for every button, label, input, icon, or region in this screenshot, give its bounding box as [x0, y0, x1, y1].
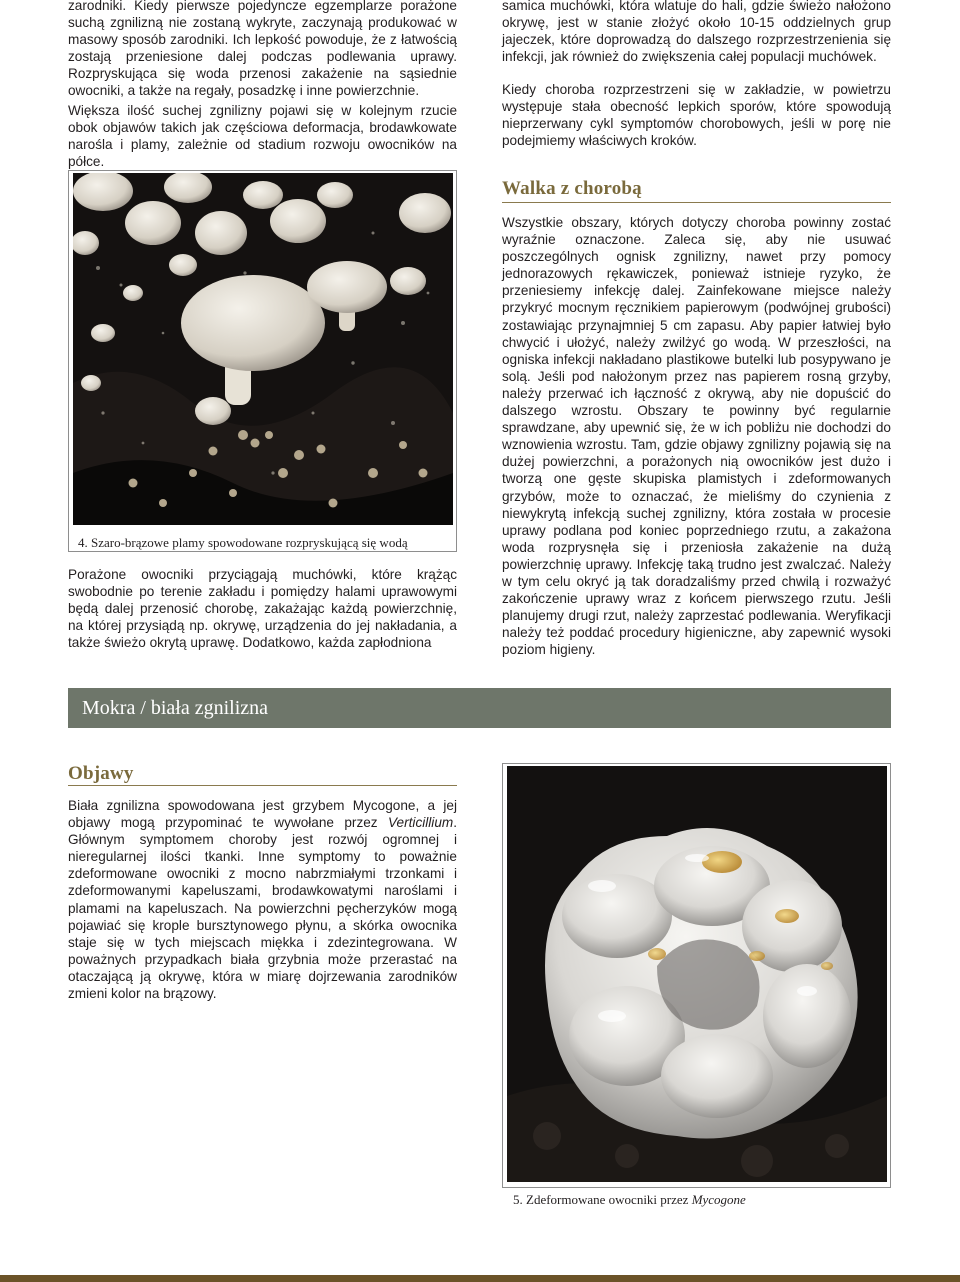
section-band — [68, 688, 891, 728]
right-paragraph-2: Kiedy choroba rozprzestrzeni się w zakładzie, w powietrzu występuje stała obecność lepkich sporów, które spowodują nieprzerwany cykl symptomów chorobowych, jeśli w porę nie podejmiemy właściwych kroków. — [502, 82, 891, 149]
right-paragraph-1: samica muchówki, która wlatuje do hali, gdzie świeżo nałożono okrywę, jest w stanie złożyć około 10-15 oddzielnych grup jajeczek, które doprowadzą do dalszego rozprzestrzenienia się infekcji, jak również do zwiększenia całej populacji muchówek. — [502, 0, 891, 65]
figure-5-caption-italic: Mycogone — [691, 1192, 746, 1207]
section-title: Mokra / biała zgnilizna — [82, 697, 269, 719]
objawy-text-rest: . Głównym symptomem choroby jest rozwój ogromnej i nieregularnej ilości tkanki. Inne symptomy to poważnie zdeformowane owocniki z mocno nabrzmiałymi trzonkami i zdeformowanymi kapeluszami, brodawkowatymi naroślami i plamami na kapeluszach. Na powierzchni pęcherzyków mogą pojawiać się krople bursztynowego płynu, a skórka owocnika staje się w tych miejscach miękka i zdezintegrowana. W poważnych przypadkach biała grzybnia może przerastać na otaczającą ją okrywę, która w miarę dojrzewania zarodników zmieni kolor na brązowy. — [68, 815, 457, 1002]
figure-5-photo-mycogone — [507, 766, 887, 1182]
heading-underline — [502, 202, 891, 203]
left-paragraph-1: zarodniki. Kiedy pierwsze pojedyncze egzemplarze porażone suchą zgnilizną nie zostaną wykryte, zaczynają produkować w masowy sposób zarodniki. Ich lepkość powoduje, że z łatwością zostają przeniesione dalej podczas podlewania uprawy. Rozpryskująca się woda przenosi zakażenie na sąsiednie owocniki, a także na regały, posadzkę i inne powierzchnie. — [68, 0, 457, 99]
mushroom-photo-illustration — [73, 173, 453, 525]
figure-4-photo-mushrooms — [73, 173, 453, 525]
heading-walka-z-choroba: Walka z chorobą — [502, 178, 642, 199]
right-paragraph-3: Wszystkie obszary, których dotyczy choroba powinny zostać wyraźnie oznaczone. Zaleca się, aby nie usuwać poszczególnych ognisk zgnilizny, nawet przy pomocy jednorazowych rękawiczek, ponieważ istnieje ryzyko, że przeniesiemy infekcję dalej. Zainfekowane miejsce należy przykryć mocnym ręcznikiem papierowym (podwójnej grubości) zostawiając przynajmniej 5 cm zapasu. Aby papier łatwiej było chwycić i ułożyć, należy zwilżyć go wodą. W przeszłości, na ogniska infekcji nakładano plastikowe butelki lub posypywano je solą. Jeśli pod nałożonym przez nas papierem rosną grzyby, należy przerwać ich łączność z okrywą, aby nie dopuścić do dalszego wzrostu. Obszary te powinny być regularnie sprawdzane, aby upewnić się, że w ich pobliżu nie dochodzi do wznowienia wzrostu. Tam, gdzie objawy zgnilizny pojawią się na dużej powierzchni, a porażonych nią owocników jest dużo i tworzą one gęste skupiska plamistych i zdeformowanych grzybów, może to oznaczać, że mieliśmy do czynienia z niewykrytą infekcją suchej zgnilizny, która została w procesie uprawy podlana pod koniec poprzedniego rzutu, a zakażona woda rozprysnęła się i przeniosła zakażenie na dużą powierzchnię uprawy. Infekcję taką trudno jest zwalczać. Należy w tym celu okryć ją tak doradzaliśmy przed chwilą i rozważyć zakończenie uprawy wraz z końcem pierwszego rzutu. Jeśli planujemy drugi rzut, należy zaprzestać podlewania. Weryfikacji należy też poddać procedury higieniczne, aby zapewnić wysoki poziom higieny. — [502, 215, 891, 658]
heading-objawy: Objawy — [68, 763, 134, 784]
objawy-italic-verticillium: Verticillium — [388, 815, 454, 831]
bottom-decorative-bar — [0, 1275, 960, 1282]
figure-4-number: 4. — [78, 535, 88, 550]
objawy-paragraph — [68, 797, 457, 1002]
figure-5-caption — [513, 1192, 746, 1208]
figure-4-caption — [78, 535, 408, 551]
figure-5-number: 5. — [513, 1192, 523, 1207]
left-paragraph-2: Większa ilość suchej zgnilizny pojawi się w kolejnym rzucie obok objawów takich jak częściowa deformacja, brodawkowate narośla i plamy, zależnie od stadium rozwoju owocników na półce. — [68, 103, 457, 170]
objawy-text-start: Biała zgnilizna spowodowana jest grzybem Mycogone, a jej objawy mogą przypominać te wywołane przez — [68, 798, 457, 831]
figure-5-caption-text: Zdeformowane owocniki przez — [526, 1192, 692, 1207]
figure-4-caption-text: Szaro-brązowe plamy spowodowane rozpryskującą się wodą — [91, 535, 408, 550]
deformed-mushroom-illustration — [507, 766, 887, 1182]
left-paragraph-after-figure: Porażone owocniki przyciągają muchówki, które krążąc swobodnie po terenie zakładu i pomiędzy halami uprawowymi będą dalej przenosić chorobę, zakażając każdą powierzchnię, na której przysiądą np. okrywę, urządzenia do jej nakładania, a także świeżo okrytą uprawę. Dodatkowo, każda zapłodniona — [68, 567, 457, 651]
objawy-underline — [68, 785, 457, 786]
